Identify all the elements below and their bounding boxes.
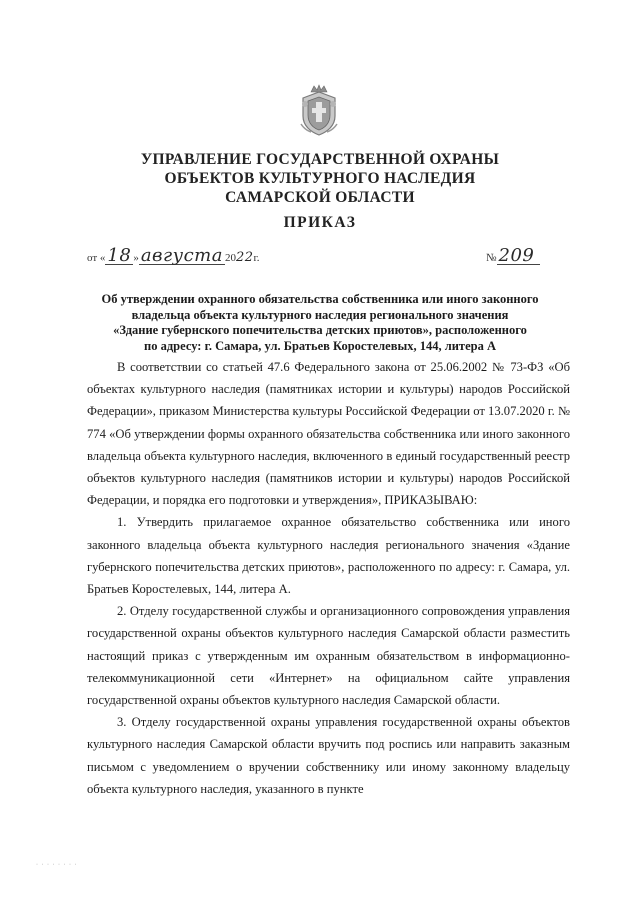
date-day: 18 <box>107 245 132 266</box>
date-year-prefix: 20 <box>224 252 236 264</box>
date-month: августа <box>140 245 223 266</box>
document-date <box>87 245 260 266</box>
order-item-3: 3. Отделу государственной охраны управления государственной охраны объектов культурного наследия Самарской области вручить под роспись или направить заказным письмом с уведомлением о вручении собственнику или иному законному владельцу объекта культурного наследия, указанного в пункте <box>87 715 570 796</box>
date-year: 22 <box>235 250 254 265</box>
number-prefix: № <box>486 252 497 264</box>
document-type-title: ПРИКАЗ <box>283 214 357 231</box>
authority-line-2: ОБЪЕКТОВ КУЛЬТУРНОГО НАСЛЕДИЯ <box>164 170 476 187</box>
authority-line-1: УПРАВЛЕНИЕ ГОСУДАРСТВЕННОЙ ОХРАНЫ <box>140 151 500 168</box>
subject-line: Об утверждении охранного обязательства собственника или иного законного <box>101 292 539 306</box>
authority-line-3: САМАРСКОЙ ОБЛАСТИ <box>225 189 415 206</box>
document-number <box>486 245 540 266</box>
date-prefix: от « <box>87 252 106 264</box>
order-item-1: 1. Утвердить прилагаемое охранное обязательство собственника или иного законного владельца объекта культурного наследия регионального значения «Здание губернского попечительства детских приютов», расположенного по адресу: г. Самара, ул. Братьев Коростелевых, 144, литера А. <box>87 515 570 597</box>
preamble-paragraph: В соответствии со статьей 47.6 Федерального закона от 25.06.2002 № 73-ФЗ «Об объектах культурного наследия (памятниках истории и культуры) народов Российской Федерации», приказом Министерства культуры Российской Федерации от 13.07.2020 г. № 774 «Об утверждении формы охранного обязательства собственника или иного законного владельца объекта культурного наследия, включенного в единый государственный реестр объектов культурного наследия (памятников истории и культуры) народов Российской Федерации, и порядка его подготовки и утверждения», ПРИКАЗЫВАЮ: <box>87 360 570 508</box>
subject-line: «Здание губернского попечительства детских приютов», расположенного <box>113 323 527 337</box>
document-subject <box>80 292 560 354</box>
order-item-2: 2. Отделу государственной службы и организационного сопровождения управления государственной охраны объектов культурного наследия Самарской области разместить настоящий приказ с утвержденным им охранным обязательством в информационно-телекоммуникационной сети «Интернет» на официальном сайте управления государственной охраны объектов культурного наследия Самарской области. <box>87 604 570 708</box>
footer-scan-mark: · · · · · · · · <box>36 862 78 868</box>
subject-line: владельца объекта культурного наследия регионального значения <box>131 307 509 322</box>
coat-of-arms-icon <box>297 84 341 138</box>
subject-line: по адресу: г. Самара, ул. Братьев Коростелевых, 144, литера А <box>144 338 496 353</box>
date-mid: » <box>133 252 139 264</box>
body-text <box>87 356 570 800</box>
number-value: 209 <box>497 248 541 265</box>
date-suffix: г. <box>253 252 260 264</box>
